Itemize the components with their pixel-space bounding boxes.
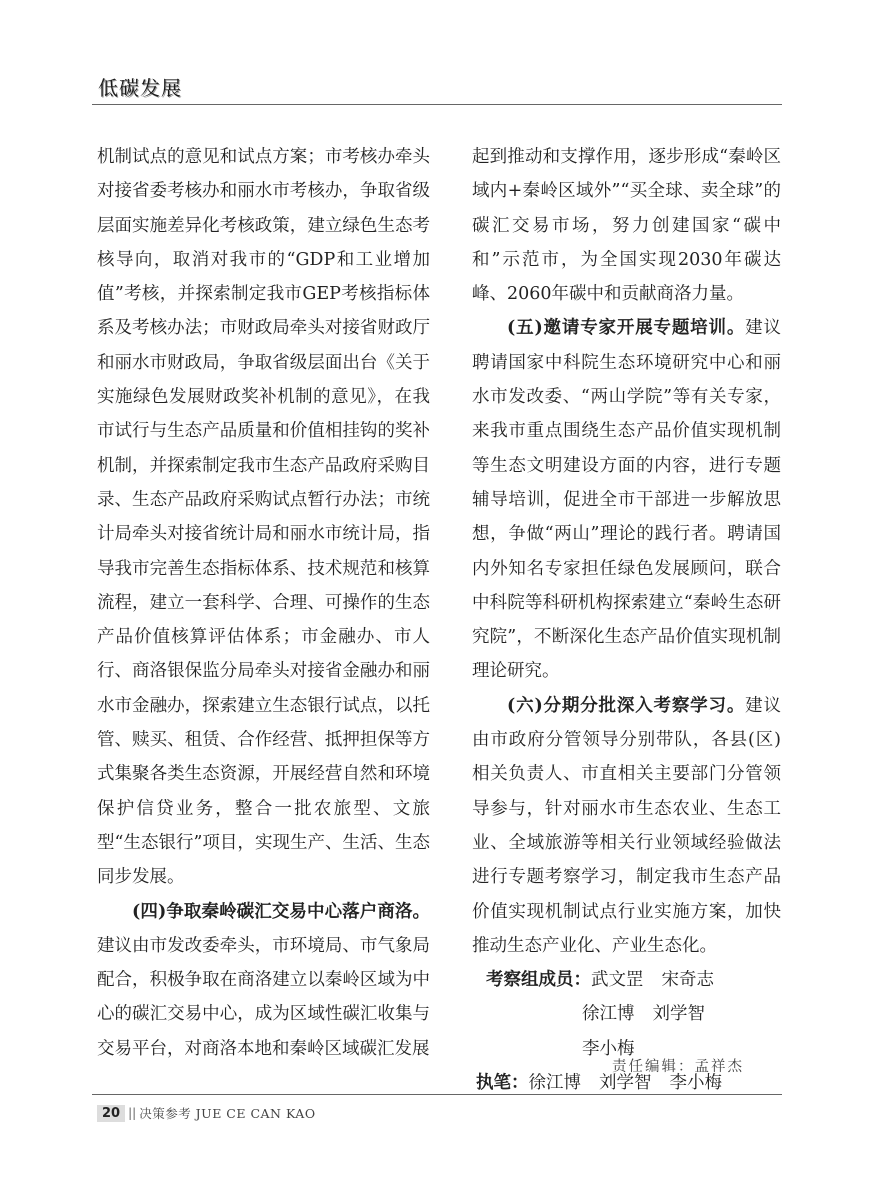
writers-label: 执笔：: [476, 1073, 529, 1094]
team-member: 刘学智: [652, 1004, 705, 1025]
paragraph: [472, 311, 781, 688]
paragraph: 起到推动和支撑作用，逐步形成“秦岭区域内+秦岭区域外”“买全球、卖全球”的碳汇交易市场，努力创建国家“碳中和”示范市，为全国实现2030年碳达峰、2060年碳中和贡献商洛力量。: [472, 147, 781, 305]
team-members: [582, 997, 723, 1031]
paragraph: 机制试点的意见和试点方案；市考核办牵头对接省委考核办和丽水市考核办，争取省级层面实施差异化考核政策，建立绿色生态考核导向，取消对我市的“GDP和工业增加值”考核，并探索制定我市GEP考核指标体系及考核办法；市财政局牵头对接省财政厅和丽水市财政局，争取省级层面出台《关于实施绿色发展财政奖补机制的意见》，在我市试行与生态产品质量和价值相挂钩的奖补机制，并探索制定我市生态产品政府采购目录、生态产品政府采购试点暂行办法；市统计局牵头对接省统计局和丽水市统计局，指导我市完善生态指标体系、技术规范和核算流程，建立一套科学、合理、可操作的生态产品价值核算评估体系；市金融办、市人行、商洛银保监分局牵头对接省金融办和丽水市金融办，探索建立生态银行试点，以托管、赎买、租赁、合作经营、抵押担保等方式集聚各类生态资源，开展经营自然和环境保护信贷业务，整合一批农旅型、文旅型“生态银行”项目，实现生产、生活、生态同步发展。: [97, 147, 430, 888]
page-header: [92, 62, 782, 106]
paragraph-heading: (六)分期分批深入考察学习。: [507, 695, 746, 716]
team-members-row: [472, 963, 781, 997]
writer: 徐江博: [528, 1073, 581, 1094]
responsible-editor: 责任编辑：孟祥杰: [612, 1059, 744, 1075]
team-member: 武文罡: [591, 970, 644, 991]
writer: 李小梅: [669, 1073, 722, 1094]
paragraph-body: 建议聘请国家中科院生态环境研究中心和丽水市发改委、“两山学院”等有关专家，来我市重点围绕生态产品价值实现机制等生态文明建设方面的内容，进行专题辅导培训，促进全市干部进一步解放思想，争做“两山”理论的践行者。聘请国内外知名专家担任绿色发展顾问，联合中科院等科研机构探索建立“秦岭生态研究院”，不断深化生态产品价值实现机制理论研究。: [472, 318, 782, 682]
right-column: [472, 140, 781, 1100]
footer-divider: [92, 1094, 782, 1095]
paragraph-body: 建议由市发改委牵头，市环境局、市气象局配合，积极争取在商洛建立以秦岭区域为中心的碳汇交易中心，成为区域性碳汇收集与交易平台，对商洛本地和秦岭区域碳汇发展: [97, 935, 430, 1059]
paragraph: [97, 895, 430, 1066]
writer: 刘学智: [599, 1073, 652, 1094]
paragraph: [472, 689, 781, 963]
header-divider: [92, 104, 782, 105]
section-title: 低碳发展: [98, 76, 182, 100]
paragraph-heading: (四)争取秦岭碳汇交易中心落户商洛。: [132, 901, 430, 922]
paragraph-body: 建议由市政府分管领导分别带队，各县(区)相关负责人、市直相关主要部门分管领导参与，针对丽水市生态农业、生态工业、全域旅游等相关行业领域经验做法进行专题考察学习，制定我市生态产品价值实现机制试点行业实施方案，加快推动生态产业化、产业生态化。: [472, 695, 782, 956]
team-member: 宋奇志: [661, 970, 714, 991]
page-number: 20: [97, 1105, 125, 1122]
team-member: 徐江博: [582, 1004, 635, 1025]
team-members-row: [472, 997, 781, 1031]
paragraph-heading: (五)邀请专家开展专题培训。: [507, 318, 746, 339]
credits: [472, 963, 781, 1100]
team-member: 李小梅: [582, 1038, 635, 1059]
journal-name: 决策参考 JUE CE CAN KAO: [139, 1106, 316, 1121]
team-members: [591, 963, 732, 997]
page-footer: [97, 1104, 316, 1122]
footer-separator: ||: [128, 1106, 137, 1120]
team-members-label: 考察组成员：: [486, 970, 591, 991]
left-column: [97, 140, 430, 1066]
